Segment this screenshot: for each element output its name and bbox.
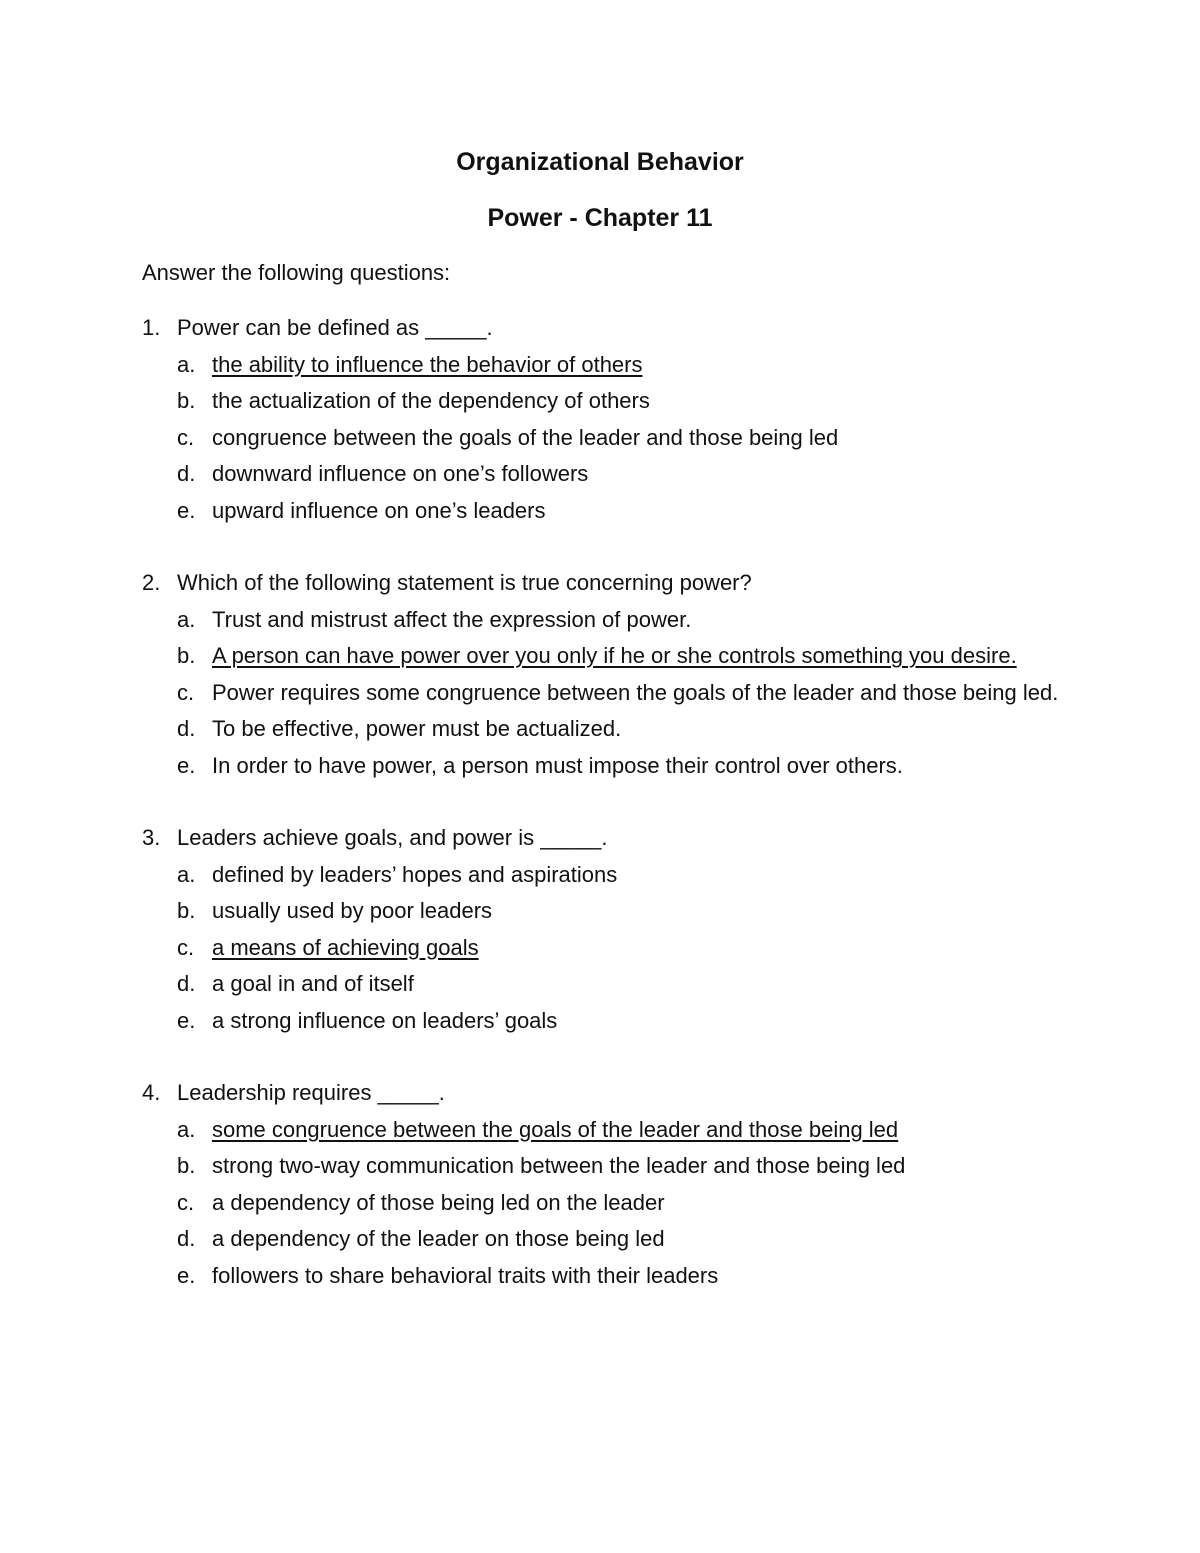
option-text: Trust and mistrust affect the expression of power. [212, 606, 692, 632]
instructions-text: Answer the following questions: [142, 260, 451, 285]
question-3-prompt [142, 820, 1072, 857]
option-letter: c. [177, 1189, 195, 1215]
option-letter: a. [177, 861, 196, 887]
option-letter: a. [177, 1116, 196, 1142]
question-1-options [142, 347, 1072, 530]
option-letter: c. [177, 424, 195, 450]
option-2c [177, 675, 1072, 712]
question-text: Leadership requires _____. [177, 1080, 445, 1105]
option-letter: a. [177, 351, 196, 377]
option-2e [177, 748, 1072, 785]
question-list [142, 310, 1072, 1330]
option-text: a dependency of those being led on the leader [212, 1189, 665, 1215]
option-text-correct: a means of achieving goals [212, 934, 479, 960]
option-1e [177, 493, 1072, 530]
option-letter: b. [177, 898, 196, 923]
option-letter: c. [177, 679, 195, 705]
option-3c [177, 930, 1072, 967]
option-4a [177, 1112, 1072, 1149]
question-4-prompt [142, 1075, 1072, 1112]
option-1b [177, 383, 1072, 420]
option-letter: d. [177, 716, 196, 741]
option-text-correct: some congruence between the goals of the leader and those being led [212, 1116, 899, 1142]
option-1a [177, 347, 1072, 384]
question-number: 3. [142, 825, 161, 850]
option-text: usually used by poor leaders [212, 898, 493, 923]
question-2-prompt [142, 565, 1072, 602]
option-text: congruence between the goals of the leader and those being led [212, 424, 839, 450]
option-letter: d. [177, 461, 196, 486]
option-3e [177, 1003, 1072, 1040]
option-letter: b. [177, 388, 196, 413]
option-letter: e. [177, 1007, 196, 1033]
question-number: 4. [142, 1080, 161, 1105]
option-text: strong two-way communication between the leader and those being led [212, 1153, 906, 1178]
option-2d [177, 711, 1072, 748]
question-4 [142, 1075, 1072, 1294]
question-1 [142, 310, 1072, 529]
option-text: a dependency of the leader on those being led [212, 1226, 665, 1251]
option-letter: b. [177, 643, 196, 668]
option-text: To be effective, power must be actualized. [212, 716, 622, 741]
option-text: followers to share behavioral traits with their leaders [212, 1262, 719, 1288]
option-letter: e. [177, 497, 196, 523]
question-2-options [142, 602, 1072, 785]
option-text: downward influence on one’s followers [212, 461, 589, 486]
option-text-correct: the ability to influence the behavior of others [212, 351, 643, 377]
question-text: Power can be defined as _____. [177, 315, 493, 340]
option-3b [177, 893, 1072, 930]
option-1c [177, 420, 1072, 457]
option-letter: c. [177, 934, 195, 960]
option-text-correct: A person can have power over you only if he or she controls something you desire. [212, 643, 1017, 668]
question-text: Leaders achieve goals, and power is _____. [177, 825, 608, 850]
option-text: a strong influence on leaders’ goals [212, 1007, 558, 1033]
option-3a [177, 857, 1072, 894]
option-letter: e. [177, 1262, 196, 1288]
question-number: 1. [142, 315, 161, 340]
option-text: a goal in and of itself [212, 971, 414, 996]
option-letter: e. [177, 752, 196, 778]
option-text: Power requires some congruence between the goals of the leader and those being led. [212, 679, 1059, 705]
question-3 [142, 820, 1072, 1039]
option-text: upward influence on one’s leaders [212, 497, 546, 523]
option-4e [177, 1258, 1072, 1295]
option-text: the actualization of the dependency of others [212, 388, 650, 413]
option-2b [177, 638, 1072, 675]
question-text: Which of the following statement is true concerning power? [177, 570, 752, 595]
option-text: defined by leaders’ hopes and aspirations [212, 861, 618, 887]
question-3-options [142, 857, 1072, 1040]
option-2a [177, 602, 1072, 639]
document-title: Organizational Behavior [456, 148, 744, 176]
question-1-prompt [142, 310, 1072, 347]
option-letter: d. [177, 1226, 196, 1251]
question-number: 2. [142, 570, 161, 595]
option-4b [177, 1148, 1072, 1185]
option-4c [177, 1185, 1072, 1222]
option-3d [177, 966, 1072, 1003]
question-4-options [142, 1112, 1072, 1295]
option-1d [177, 456, 1072, 493]
option-text: In order to have power, a person must impose their control over others. [212, 752, 903, 778]
option-4d [177, 1221, 1072, 1258]
option-letter: a. [177, 606, 196, 632]
option-letter: d. [177, 971, 196, 996]
question-2 [142, 565, 1072, 784]
option-letter: b. [177, 1153, 196, 1178]
document-subtitle: Power - Chapter 11 [487, 204, 713, 232]
